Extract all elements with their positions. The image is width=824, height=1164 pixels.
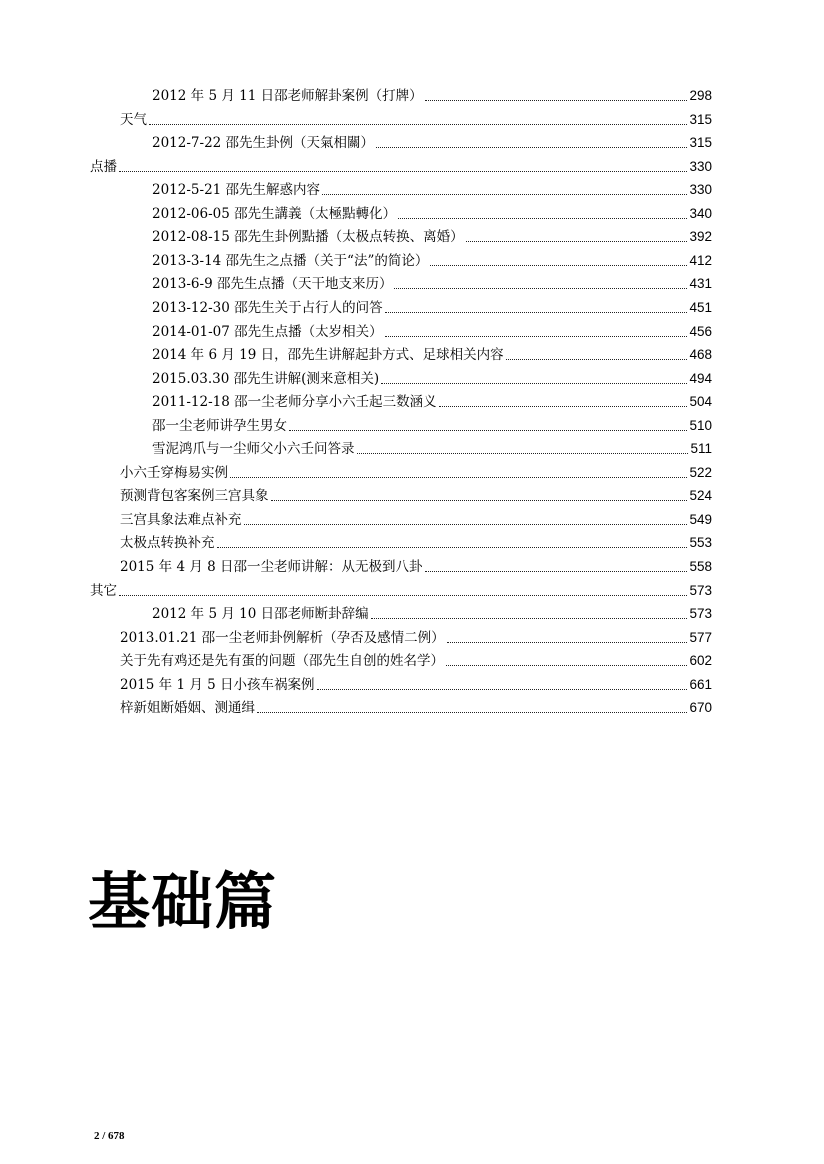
toc-dot-leader: [371, 618, 688, 619]
toc-dot-leader: [119, 595, 687, 596]
toc-dot-leader: [439, 406, 688, 407]
toc-dot-leader: [385, 312, 688, 313]
toc-entry-page: 558: [689, 559, 712, 574]
toc-entry-page: 451: [689, 299, 712, 315]
toc-entry-title: 梓新姐断婚姻、测通缉: [120, 700, 255, 717]
toc-entry[interactable]: [152, 129, 712, 152]
toc-entry-title: 2012 年 5 月 11 日邵老师解卦案例（打牌）: [152, 88, 423, 104]
toc-dot-leader: [398, 218, 687, 219]
toc-entry-title: 天气: [120, 111, 147, 128]
toc-dot-leader: [257, 712, 687, 713]
toc-entry[interactable]: [120, 694, 712, 717]
toc-entry-page: 431: [689, 276, 712, 292]
toc-entry[interactable]: [152, 294, 712, 317]
toc-entry[interactable]: [152, 318, 712, 341]
toc-entry-page: 330: [689, 158, 712, 174]
toc-entry-title: 2012-7-22 邵先生卦例（天氣相關）: [152, 135, 375, 152]
toc-entry-page: 330: [689, 182, 712, 198]
toc-entry-title: 2014 年 6 月 19 日，邵先生讲解起卦方式、足球相关内容: [152, 347, 504, 364]
toc-entry-page: 412: [689, 252, 712, 268]
toc-entry[interactable]: [120, 671, 712, 694]
toc-entry-title: 2012-5-21 邵先生解惑内容: [152, 182, 321, 199]
toc-entry-page: 670: [689, 700, 712, 716]
toc-entry[interactable]: [120, 553, 712, 576]
toc-entry[interactable]: [90, 153, 712, 176]
toc-entry[interactable]: [90, 577, 712, 600]
toc-entry-page: 392: [689, 229, 712, 245]
toc-entry-title: 雪泥鸿爪与一尘师父小六壬问答录: [152, 441, 355, 458]
toc-entry-title: 2013-3-14 邵先生之点播（关于“法”的简论）: [152, 252, 429, 269]
toc-entry[interactable]: [152, 247, 712, 270]
toc-entry-page: 504: [689, 394, 712, 410]
toc-entry[interactable]: [120, 106, 712, 129]
toc-dot-leader: [466, 241, 688, 242]
toc-dot-leader: [230, 477, 687, 478]
toc-entry-page: 549: [689, 511, 712, 527]
toc-entry-page: 553: [689, 535, 712, 551]
page-number: 2 / 678: [94, 1130, 125, 1142]
toc-entry-page: 602: [689, 653, 712, 669]
toc-dot-leader: [430, 265, 687, 266]
toc-entry[interactable]: [152, 82, 712, 105]
toc-entry-title: 三宫具象法难点补充: [120, 511, 242, 528]
toc-dot-leader: [244, 524, 688, 525]
toc-dot-leader: [317, 689, 688, 690]
toc-entry[interactable]: [152, 600, 712, 623]
toc-dot-leader: [217, 547, 688, 548]
toc-dot-leader: [322, 194, 687, 195]
toc-entry-page: 573: [689, 582, 712, 598]
toc-entry-title: 邵一尘老师讲孕生男女: [152, 417, 287, 434]
toc-dot-leader: [149, 124, 687, 125]
toc-entry-title: 其它: [90, 582, 117, 599]
toc-entry[interactable]: [152, 223, 712, 246]
toc-entry-title: 2013-6-9 邵先生点播（天干地支来历）: [152, 276, 393, 293]
toc-entry-page: 315: [689, 135, 712, 151]
toc-dot-leader: [446, 665, 687, 666]
toc-entry-page: 524: [689, 488, 712, 504]
toc-entry-page: 468: [689, 347, 712, 363]
toc-dot-leader: [271, 500, 688, 501]
toc-entry-page: 298: [689, 88, 712, 103]
toc-dot-leader: [425, 100, 688, 101]
toc-entry-page: 510: [689, 417, 712, 433]
toc-entry-page: 315: [689, 111, 712, 127]
toc-entry-title: 2012 年 5 月 10 日邵老师断卦辞编: [152, 606, 369, 623]
toc-dot-leader: [425, 571, 688, 572]
toc-entry-title: 2015 年 4 月 8 日邵一尘老师讲解：从无极到八卦: [120, 559, 423, 575]
toc-entry-title: 2013-12-30 邵先生关于占行人的问答: [152, 299, 383, 316]
toc-entry-title: 2012-08-15 邵先生卦例點播（太极点转换、离婚）: [152, 229, 464, 246]
toc-entry-page: 577: [689, 629, 712, 645]
toc-entry[interactable]: [152, 412, 712, 435]
section-heading: 基础篇: [88, 865, 278, 938]
toc-entry[interactable]: [152, 365, 712, 388]
toc-dot-leader: [394, 288, 687, 289]
toc-entry-title: 2013.01.21 邵一尘老师卦例解析（孕否及感情二例）: [120, 629, 445, 646]
toc-dot-leader: [119, 171, 687, 172]
toc-entry-page: 522: [689, 464, 712, 480]
toc-entry[interactable]: [120, 506, 712, 529]
toc-dot-leader: [376, 147, 687, 148]
toc-entry[interactable]: [152, 388, 712, 411]
toc-entry[interactable]: [120, 482, 712, 505]
toc-entry[interactable]: [152, 200, 712, 223]
toc-entry-page: 456: [689, 323, 712, 339]
toc-dot-leader: [447, 642, 688, 643]
toc-entry-title: 预测背包客案例三宫具象: [120, 488, 269, 505]
toc-entry[interactable]: [152, 270, 712, 293]
toc-entry[interactable]: [120, 647, 712, 670]
toc-dot-leader: [385, 336, 688, 337]
toc-entry-title: 2015 年 1 月 5 日小孩车祸案例: [120, 676, 315, 693]
toc-dot-leader: [506, 359, 688, 360]
toc-dot-leader: [381, 383, 687, 384]
toc-entry-title: 2014-01-07 邵先生点播（太岁相关）: [152, 323, 383, 340]
toc-entry[interactable]: [120, 624, 712, 647]
toc-entry-title: 太极点转换补充: [120, 535, 215, 552]
toc-entry[interactable]: [152, 341, 712, 364]
toc-entry-title: 2011-12-18 邵一尘老师分享小六壬起三数涵义: [152, 394, 437, 411]
toc-entry-page: 573: [689, 606, 712, 622]
toc-entry-title: 小六壬穿梅易实例: [120, 464, 228, 481]
toc-entry-title: 2012-06-05 邵先生講義（太極點轉化）: [152, 205, 397, 222]
toc-entry-title: 2015.03.30 邵先生讲解(测来意相关): [152, 370, 380, 387]
toc-entry[interactable]: [120, 529, 712, 552]
toc-entry-page: 494: [689, 370, 712, 386]
toc-entry-page: 340: [689, 205, 712, 221]
toc-entry[interactable]: [152, 435, 712, 458]
toc-entry-page: 661: [689, 676, 712, 692]
toc-entry-title: 关于先有鸡还是先有蛋的问题（邵先生自创的姓名学）: [120, 653, 444, 670]
toc-entry-page: 511: [690, 441, 712, 457]
toc-entry-title: 点播: [90, 158, 117, 175]
toc-entry[interactable]: [152, 176, 712, 199]
toc-dot-leader: [289, 430, 687, 431]
toc-dot-leader: [357, 453, 689, 454]
toc-entry[interactable]: [120, 459, 712, 482]
